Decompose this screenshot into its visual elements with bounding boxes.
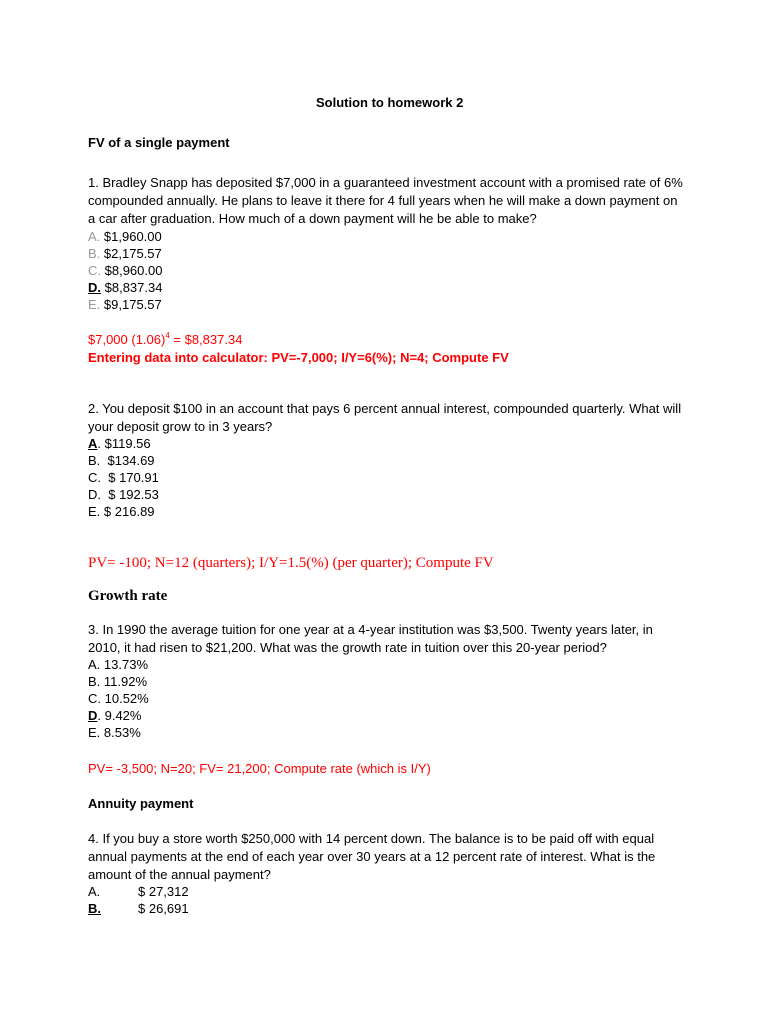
q2-option-b-value: $134.69	[107, 453, 155, 468]
question-1-line-3: a car after graduation. How much of a down payment will he be able to make?	[88, 211, 537, 226]
q3-option-e-letter: E.	[88, 725, 101, 740]
q2-option-e-letter: E.	[88, 504, 101, 519]
q1-solution-formula	[88, 331, 242, 348]
q3-option-b	[88, 673, 147, 690]
q2-option-c	[88, 469, 159, 486]
q1-solution-exponent: 4	[165, 331, 170, 340]
q3-option-c	[88, 690, 149, 707]
q2-option-b	[88, 452, 155, 469]
q2-option-d-letter: D.	[88, 487, 101, 502]
q1-option-e-letter: E.	[88, 297, 101, 312]
question-3-line-1: 3. In 1990 the average tuition for one year at a 4-year institution was $3,500. Twenty years later, in	[88, 622, 653, 637]
q4-option-b-letter: B.	[88, 901, 101, 916]
q1-solution-calculator: Entering data into calculator: PV=-7,000; I/Y=6(%); N=4; Compute FV	[88, 350, 509, 365]
q1-option-a	[88, 228, 162, 245]
q1-option-d-letter: D.	[88, 280, 101, 295]
question-3-line-2: 2010, it had risen to $21,200. What was the growth rate in tuition over this 20-year period?	[88, 640, 607, 655]
q3-option-b-value: 11.92%	[103, 674, 148, 689]
q4-option-b-value: $ 26,691	[138, 901, 189, 916]
section-heading-growth: Growth rate	[88, 588, 168, 604]
q3-option-b-letter: B.	[88, 674, 101, 689]
q3-solution: PV= -3,500; N=20; FV= 21,200; Compute rate (which is I/Y)	[88, 761, 431, 776]
question-4-line-2: annual payments at the end of each year over 30 years at a 12 percent rate of interest. What is the	[88, 849, 656, 864]
q3-option-d-value: . 9.42%	[97, 708, 142, 723]
page-title: Solution to homework 2	[316, 95, 464, 110]
q4-option-a-value: $ 27,312	[138, 884, 189, 899]
question-4-line-1: 4. If you buy a store worth $250,000 with 14 percent down. The balance is to be paid off with equal	[88, 831, 655, 846]
q1-option-d	[88, 279, 162, 296]
q2-solution: PV= -100; N=12 (quarters); I/Y=1.5(%) (per quarter); Compute FV	[88, 555, 494, 571]
q2-option-c-value: $ 170.91	[108, 470, 159, 485]
q2-option-b-letter: B.	[88, 453, 101, 468]
q4-option-a-letter: A.	[88, 884, 101, 899]
q2-option-a-value: . $119.56	[97, 436, 151, 451]
question-1-line-2: compounded annually. He plans to leave it there for 4 full years when he will make a down payment on	[88, 193, 678, 208]
q2-option-e	[88, 503, 155, 520]
question-2-line-1: 2. You deposit $100 in an account that pays 6 percent annual interest, compounded quarterly. What will	[88, 401, 682, 416]
q1-option-a-letter: A.	[88, 229, 101, 244]
question-2-line-2: your deposit grow to in 3 years?	[88, 419, 273, 434]
q1-option-a-value: $1,960.00	[103, 229, 162, 244]
q1-option-c	[88, 262, 162, 279]
q2-option-a	[88, 435, 151, 452]
q4-option-b	[88, 900, 189, 917]
q1-option-c-letter: C.	[88, 263, 101, 278]
q1-option-e	[88, 296, 162, 313]
q1-option-b-letter: B.	[88, 246, 101, 261]
q1-solution-result: = $8,837.34	[169, 332, 243, 347]
q2-option-c-letter: C.	[88, 470, 101, 485]
q2-option-a-letter: A	[88, 436, 98, 451]
q1-option-b	[88, 245, 162, 262]
q4-option-a	[88, 883, 189, 900]
q3-option-c-letter: C.	[88, 691, 101, 706]
q1-option-b-value: $2,175.57	[103, 246, 162, 261]
q3-option-d-letter: D	[88, 708, 98, 723]
q3-option-a	[88, 656, 148, 673]
q1-option-e-value: $9,175.57	[103, 297, 162, 312]
q3-option-a-value: 13.73%	[103, 657, 149, 672]
q3-option-a-letter: A.	[88, 657, 101, 672]
q2-option-e-value: $ 216.89	[103, 504, 155, 519]
q3-option-e	[88, 724, 141, 741]
q1-solution-base: $7,000 (1.06)	[88, 332, 166, 347]
q3-option-c-value: 10.52%	[104, 691, 149, 706]
question-1-line-1: 1. Bradley Snapp has deposited $7,000 in a guaranteed investment account with a promised rate of 6%	[88, 175, 683, 190]
section-heading-fv: FV of a single payment	[88, 135, 230, 150]
q3-option-d	[88, 707, 141, 724]
section-heading-annuity: Annuity payment	[88, 796, 194, 811]
question-4-line-3: amount of the annual payment?	[88, 867, 271, 882]
q1-option-c-value: $8,960.00	[104, 263, 163, 278]
q3-option-e-value: 8.53%	[103, 725, 141, 740]
q2-option-d	[88, 486, 159, 503]
q1-option-d-value: $8,837.34	[104, 280, 163, 295]
q2-option-d-value: $ 192.53	[108, 487, 159, 502]
